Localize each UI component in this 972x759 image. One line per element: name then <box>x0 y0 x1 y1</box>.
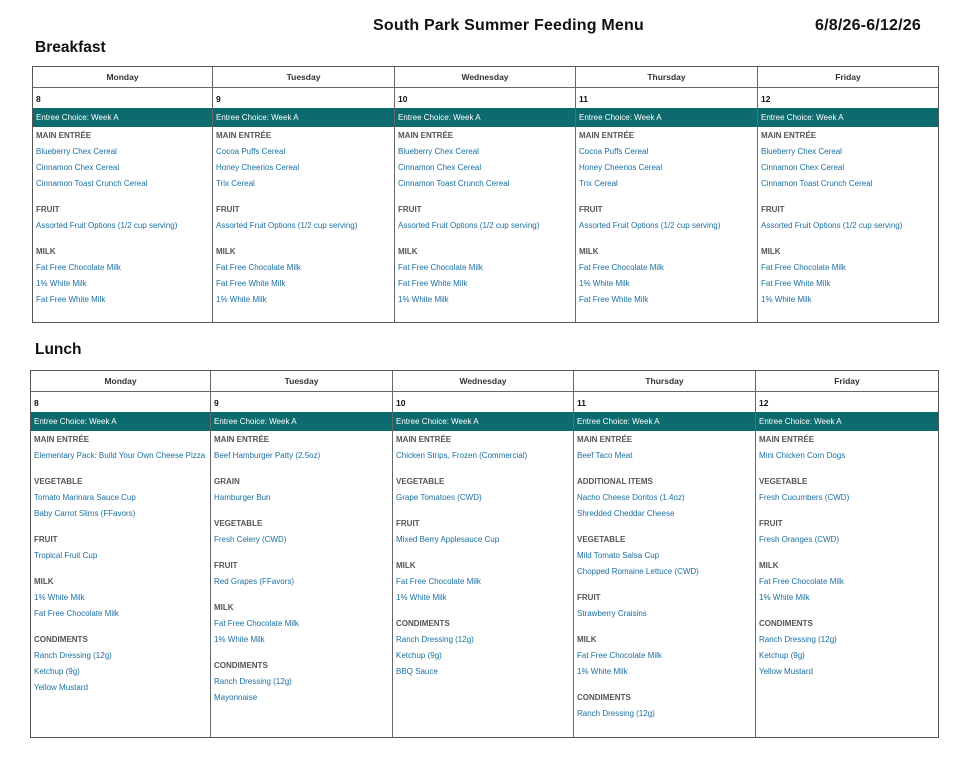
menu-item[interactable]: Fresh Cucumbers (CWD) <box>759 493 850 502</box>
day-header: Wednesday <box>393 371 573 392</box>
menu-item[interactable]: Cocoa Puffs Cereal <box>579 147 649 156</box>
menu-item[interactable]: Nacho Cheese Doritos (1.4oz) <box>577 493 685 502</box>
breakfast-section-title: Breakfast <box>35 39 106 56</box>
breakfast-day-column-wednesday <box>395 67 576 322</box>
menu-item[interactable]: Assorted Fruit Options (1/2 cup serving) <box>761 221 903 230</box>
menu-item[interactable]: 1% White Milk <box>577 667 628 676</box>
lunch-day-column-friday <box>756 371 938 737</box>
entree-choice-bar: Entree Choice: Week A <box>758 108 938 127</box>
menu-item[interactable]: Ranch Dressing (12g) <box>759 635 837 644</box>
category-label: MAIN ENTRÉE <box>34 435 90 444</box>
menu-item[interactable]: 1% White Milk <box>36 279 87 288</box>
menu-category <box>211 432 392 464</box>
category-label: FRUIT <box>398 205 422 214</box>
category-label: MAIN ENTRÉE <box>216 131 272 140</box>
menu-category <box>758 244 938 308</box>
menu-item[interactable]: Baby Carrot Slims (FFavors) <box>34 509 136 518</box>
menu-item[interactable]: Blueberry Chex Cereal <box>761 147 842 156</box>
menu-category <box>576 128 757 192</box>
category-label: MILK <box>759 561 779 570</box>
menu-item[interactable]: Fat Free Chocolate Milk <box>396 577 481 586</box>
menu-item[interactable]: Shredded Cheddar Cheese <box>577 509 675 518</box>
menu-category <box>574 690 755 722</box>
menu-item[interactable]: Fat Free Chocolate Milk <box>398 263 483 272</box>
category-label: VEGETABLE <box>577 535 626 544</box>
menu-item[interactable]: Fat Free White Milk <box>398 279 468 288</box>
category-label: MAIN ENTRÉE <box>36 131 92 140</box>
entree-choice-bar: Entree Choice: Week A <box>576 108 757 127</box>
menu-category <box>756 432 938 464</box>
menu-item[interactable]: Grape Tomatoes (CWD) <box>396 493 482 502</box>
menu-item[interactable]: Yellow Mustard <box>759 667 813 676</box>
menu-category <box>756 474 938 506</box>
menu-category <box>393 516 573 548</box>
menu-item[interactable]: Ketchup (9g) <box>759 651 805 660</box>
menu-category <box>213 128 394 192</box>
day-number: 9 <box>216 94 221 104</box>
category-label: CONDIMENTS <box>214 661 268 670</box>
menu-item[interactable]: Cinnamon Chex Cereal <box>36 163 120 172</box>
day-header: Friday <box>756 371 938 392</box>
menu-item[interactable]: 1% White Milk <box>216 295 267 304</box>
menu-item[interactable]: 1% White Milk <box>761 295 812 304</box>
menu-item[interactable]: Mayonnaise <box>214 693 258 702</box>
menu-category <box>756 616 938 680</box>
menu-item[interactable]: Chicken Strips, Frozen (Commercial) <box>396 451 528 460</box>
menu-item[interactable]: Fat Free Chocolate Milk <box>36 263 121 272</box>
day-header: Tuesday <box>213 67 394 88</box>
menu-category <box>574 590 755 622</box>
menu-category <box>393 558 573 606</box>
page-title: South Park Summer Feeding Menu <box>373 17 644 34</box>
category-label: MILK <box>34 577 54 586</box>
menu-item[interactable]: Tomato Marinara Sauce Cup <box>34 493 136 502</box>
menu-category <box>211 474 392 506</box>
menu-item[interactable]: Fat Free Chocolate Milk <box>214 619 299 628</box>
day-header: Thursday <box>574 371 755 392</box>
category-label: VEGETABLE <box>214 519 263 528</box>
entree-choice-bar: Entree Choice: Week A <box>393 412 573 431</box>
menu-category <box>574 532 755 580</box>
date-range: 6/8/26-6/12/26 <box>815 17 921 34</box>
menu-item[interactable]: Assorted Fruit Options (1/2 cup serving) <box>36 221 178 230</box>
menu-category <box>756 516 938 548</box>
menu-category <box>395 128 575 192</box>
menu-category <box>756 558 938 606</box>
breakfast-day-column-monday <box>33 67 213 322</box>
menu-category <box>31 474 210 522</box>
menu-item[interactable]: Fat Free Chocolate Milk <box>761 263 846 272</box>
menu-item[interactable]: Ranch Dressing (12g) <box>577 709 655 718</box>
day-number: 12 <box>759 398 769 408</box>
menu-item[interactable]: Honey Cheerios Cereal <box>216 163 300 172</box>
menu-item[interactable]: Assorted Fruit Options (1/2 cup serving) <box>398 221 540 230</box>
category-label: MAIN ENTRÉE <box>759 435 815 444</box>
day-header: Thursday <box>576 67 757 88</box>
day-number: 9 <box>214 398 219 408</box>
category-label: MILK <box>214 603 234 612</box>
category-label: CONDIMENTS <box>577 693 631 702</box>
menu-item[interactable]: Strawberry Craisins <box>577 609 647 618</box>
menu-category <box>393 474 573 506</box>
category-label: FRUIT <box>761 205 785 214</box>
menu-category <box>211 516 392 548</box>
menu-item[interactable]: Fresh Oranges (CWD) <box>759 535 840 544</box>
entree-choice-bar: Entree Choice: Week A <box>756 412 938 431</box>
menu-category <box>213 244 394 308</box>
menu-category <box>33 244 212 308</box>
menu-category <box>213 202 394 234</box>
day-number: 8 <box>36 94 41 104</box>
menu-item[interactable]: Fat Free Chocolate Milk <box>216 263 301 272</box>
menu-item[interactable]: 1% White Milk <box>396 593 447 602</box>
category-label: FRUIT <box>34 535 58 544</box>
menu-item[interactable]: Assorted Fruit Options (1/2 cup serving) <box>216 221 358 230</box>
category-label: FRUIT <box>36 205 60 214</box>
menu-category <box>395 202 575 234</box>
menu-item[interactable]: Cinnamon Chex Cereal <box>761 163 845 172</box>
menu-item[interactable]: Blueberry Chex Cereal <box>36 147 117 156</box>
category-label: FRUIT <box>216 205 240 214</box>
category-label: GRAIN <box>214 477 240 486</box>
menu-category <box>31 574 210 622</box>
day-number: 11 <box>579 94 588 104</box>
menu-item[interactable]: Fat Free Chocolate Milk <box>579 263 664 272</box>
menu-item[interactable]: Mini Chicken Corn Dogs <box>759 451 846 460</box>
menu-category <box>574 432 755 464</box>
menu-category <box>393 432 573 464</box>
menu-item[interactable]: Cinnamon Toast Crunch Cereal <box>398 179 510 188</box>
category-label: MILK <box>579 247 599 256</box>
menu-item[interactable]: Cinnamon Chex Cereal <box>398 163 482 172</box>
lunch-day-column-tuesday <box>211 371 393 737</box>
menu-item[interactable]: Trix Cereal <box>579 179 618 188</box>
category-label: MILK <box>577 635 597 644</box>
day-header: Monday <box>33 67 212 88</box>
menu-item[interactable]: 1% White Milk <box>398 295 449 304</box>
lunch-day-column-thursday <box>574 371 756 737</box>
breakfast-menu-table <box>32 66 939 323</box>
category-label: MAIN ENTRÉE <box>577 435 633 444</box>
day-header: Wednesday <box>395 67 575 88</box>
menu-item[interactable]: Assorted Fruit Options (1/2 cup serving) <box>579 221 721 230</box>
menu-item[interactable]: Chopped Romaine Lettuce (CWD) <box>577 567 699 576</box>
entree-choice-bar: Entree Choice: Week A <box>395 108 575 127</box>
category-label: CONDIMENTS <box>759 619 813 628</box>
menu-item[interactable]: 1% White Milk <box>34 593 85 602</box>
menu-category <box>576 202 757 234</box>
entree-choice-bar: Entree Choice: Week A <box>574 412 755 431</box>
category-label: MILK <box>216 247 236 256</box>
lunch-menu-table <box>30 370 939 738</box>
entree-choice-bar: Entree Choice: Week A <box>33 108 212 127</box>
menu-item[interactable]: Fresh Celery (CWD) <box>214 535 287 544</box>
menu-category <box>33 202 212 234</box>
menu-item[interactable]: 1% White Milk <box>759 593 810 602</box>
menu-category <box>393 616 573 680</box>
menu-item[interactable]: Ranch Dressing (12g) <box>396 635 474 644</box>
menu-category <box>758 128 938 192</box>
lunch-day-column-monday <box>31 371 211 737</box>
menu-category <box>31 532 210 564</box>
menu-item[interactable]: Beef Taco Meat <box>577 451 633 460</box>
menu-item[interactable]: Beef Hamburger Patty (2.5oz) <box>214 451 321 460</box>
menu-category <box>574 632 755 680</box>
menu-item[interactable]: Cinnamon Toast Crunch Cereal <box>36 179 148 188</box>
category-label: ADDITIONAL ITEMS <box>577 477 653 486</box>
menu-item[interactable]: Fat Free White Milk <box>761 279 831 288</box>
menu-item[interactable]: Fat Free White Milk <box>36 295 106 304</box>
breakfast-day-column-thursday <box>576 67 758 322</box>
menu-item[interactable]: Ketchup (9g) <box>34 667 80 676</box>
menu-item[interactable]: BBQ Sauce <box>396 667 438 676</box>
menu-item[interactable]: Fat Free Chocolate Milk <box>759 577 844 586</box>
category-label: MILK <box>398 247 418 256</box>
category-label: MILK <box>761 247 781 256</box>
menu-category <box>574 474 755 522</box>
menu-category <box>33 128 212 192</box>
category-label: FRUIT <box>577 593 601 602</box>
menu-item[interactable]: Yellow Mustard <box>34 683 88 692</box>
menu-item[interactable]: Fat Free White Milk <box>216 279 286 288</box>
entree-choice-bar: Entree Choice: Week A <box>31 412 210 431</box>
menu-item[interactable]: Cinnamon Toast Crunch Cereal <box>761 179 873 188</box>
category-label: MILK <box>396 561 416 570</box>
menu-item[interactable]: Honey Cheerios Cereal <box>579 163 663 172</box>
day-header: Tuesday <box>211 371 392 392</box>
category-label: VEGETABLE <box>34 477 83 486</box>
menu-item[interactable]: Fat Free White Milk <box>579 295 649 304</box>
menu-category <box>211 558 392 590</box>
menu-item[interactable]: Blueberry Chex Cereal <box>398 147 479 156</box>
entree-choice-bar: Entree Choice: Week A <box>211 412 392 431</box>
menu-item[interactable]: Fat Free Chocolate Milk <box>34 609 119 618</box>
day-number: 12 <box>761 94 771 104</box>
day-header: Monday <box>31 371 210 392</box>
category-label: MAIN ENTRÉE <box>761 131 817 140</box>
menu-category <box>211 658 392 706</box>
menu-item[interactable]: 1% White Milk <box>579 279 630 288</box>
menu-item[interactable]: Fat Free Chocolate Milk <box>577 651 662 660</box>
category-label: FRUIT <box>759 519 783 528</box>
category-label: MAIN ENTRÉE <box>396 435 452 444</box>
category-label: MAIN ENTRÉE <box>214 435 270 444</box>
day-number: 11 <box>577 398 586 408</box>
day-number: 8 <box>34 398 39 408</box>
menu-item[interactable]: Ranch Dressing (12g) <box>34 651 112 660</box>
category-label: MAIN ENTRÉE <box>398 131 454 140</box>
lunch-day-column-wednesday <box>393 371 574 737</box>
entree-choice-bar: Entree Choice: Week A <box>213 108 394 127</box>
menu-item[interactable]: Elementary Pack: Build Your Own Cheese Pizza <box>34 451 206 460</box>
menu-category <box>576 244 757 308</box>
category-label: VEGETABLE <box>396 477 445 486</box>
lunch-section-title: Lunch <box>35 341 82 358</box>
category-label: MILK <box>36 247 56 256</box>
day-number: 10 <box>396 398 406 408</box>
menu-item[interactable]: Red Grapes (FFavors) <box>214 577 295 586</box>
menu-item[interactable]: Mixed Berry Applesauce Cup <box>396 535 500 544</box>
menu-category <box>31 432 210 464</box>
menu-item[interactable]: 1% White Milk <box>214 635 265 644</box>
day-number: 10 <box>398 94 408 104</box>
breakfast-day-column-tuesday <box>213 67 395 322</box>
menu-item[interactable]: Trix Cereal <box>216 179 255 188</box>
menu-item[interactable]: Tropical Fruit Cup <box>34 551 98 560</box>
category-label: CONDIMENTS <box>34 635 88 644</box>
menu-category <box>31 632 210 696</box>
category-label: MAIN ENTRÉE <box>579 131 635 140</box>
category-label: FRUIT <box>214 561 238 570</box>
menu-item[interactable]: Cocoa Puffs Cereal <box>216 147 286 156</box>
category-label: VEGETABLE <box>759 477 808 486</box>
menu-item[interactable]: Mild Tomato Salsa Cup <box>577 551 660 560</box>
category-label: CONDIMENTS <box>396 619 450 628</box>
breakfast-day-column-friday <box>758 67 938 322</box>
menu-item[interactable]: Ketchup (9g) <box>396 651 442 660</box>
category-label: FRUIT <box>579 205 603 214</box>
day-header: Friday <box>758 67 938 88</box>
menu-category <box>758 202 938 234</box>
category-label: FRUIT <box>396 519 420 528</box>
menu-item[interactable]: Hamburger Bun <box>214 493 271 502</box>
menu-category <box>395 244 575 308</box>
menu-item[interactable]: Ranch Dressing (12g) <box>214 677 292 686</box>
menu-category <box>211 600 392 648</box>
